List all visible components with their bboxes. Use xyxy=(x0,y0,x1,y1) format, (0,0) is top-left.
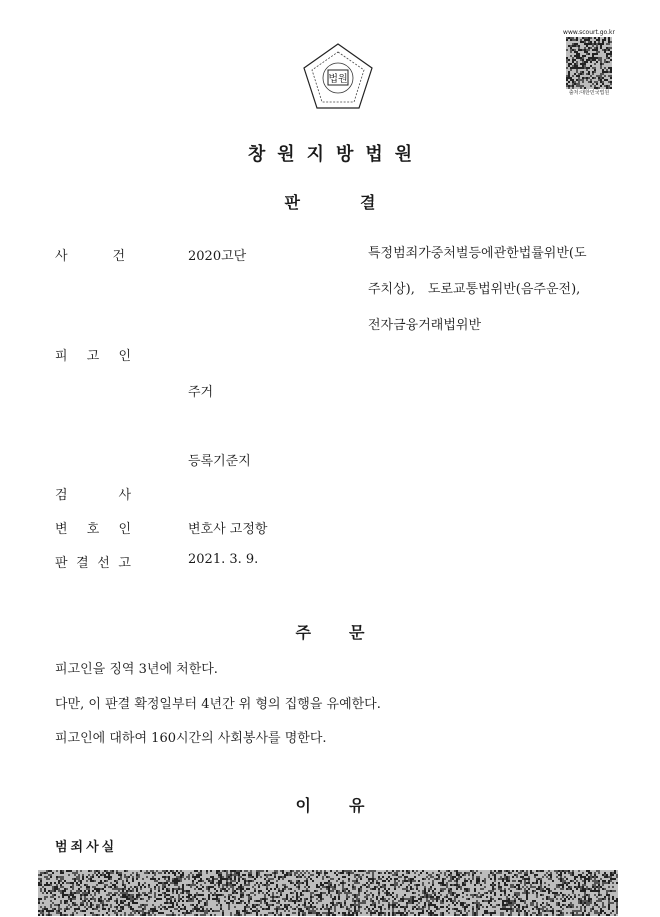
counsel-label xyxy=(55,518,131,537)
defendant-label xyxy=(55,345,131,364)
label-char: 사 xyxy=(118,488,131,503)
counsel-value: 변호사 고정항 xyxy=(188,522,268,537)
document-type-title xyxy=(0,190,660,213)
heading-char: 주 xyxy=(295,623,311,642)
label-char: 고 xyxy=(86,349,100,364)
heading-char: 이 xyxy=(295,796,311,815)
order-line: 피고인을 징역 3년에 처한다. xyxy=(55,662,218,677)
sentence-date-value: 2021. 3. 9. xyxy=(188,552,259,567)
prosecutor-label xyxy=(55,484,131,503)
case-number: 2020고단 xyxy=(188,249,247,264)
seal-text: 법원 xyxy=(328,74,348,85)
court-seal-logo xyxy=(300,40,376,112)
label-char: 피 xyxy=(55,349,68,364)
qr-code-block xyxy=(560,30,618,98)
label-char: 인 xyxy=(118,522,131,537)
charge-line: 전자금융거래법위반 xyxy=(368,318,482,333)
address-label: 주거 xyxy=(188,385,214,400)
qr-url-text: www.scourt.go.kr xyxy=(563,29,615,36)
label-char: 검 xyxy=(55,488,68,503)
charge-line: 주치상), 도로교통법위반(음주운전), xyxy=(368,282,581,297)
qr-code-icon xyxy=(566,37,612,89)
label-char: 건 xyxy=(112,249,125,264)
label-char: 결 xyxy=(76,556,89,571)
charges-list xyxy=(368,236,618,344)
charge-line: 특정범죄가중처벌등에관한법률위반(도 xyxy=(368,246,587,261)
label-char: 변 xyxy=(55,522,68,537)
label-char: 호 xyxy=(86,522,100,537)
registered-domicile-label: 등록기준지 xyxy=(188,454,251,469)
court-name-title: 창원지방법원 xyxy=(247,144,425,165)
label-char: 판 xyxy=(55,556,68,571)
case-label xyxy=(55,245,125,264)
heading-char: 유 xyxy=(349,796,365,815)
crime-facts-heading: 범죄사실 xyxy=(55,840,118,855)
order-heading xyxy=(0,620,660,643)
doc-type-char: 판 xyxy=(284,193,300,212)
sentence-date-label xyxy=(55,552,131,571)
label-char: 선 xyxy=(97,556,110,571)
order-line: 다만, 이 판결 확정일부터 4년간 위 형의 집행을 유예한다. xyxy=(55,697,381,712)
redacted-block xyxy=(38,870,618,916)
reason-heading xyxy=(0,793,660,816)
label-char: 인 xyxy=(118,349,131,364)
doc-type-char: 결 xyxy=(360,193,376,212)
order-line: 피고인에 대하여 160시간의 사회봉사를 명한다. xyxy=(55,731,327,746)
heading-char: 문 xyxy=(349,623,365,642)
qr-caption: 출처:대한민국법원 xyxy=(568,90,610,96)
label-char: 사 xyxy=(55,249,68,264)
label-char: 고 xyxy=(118,556,131,571)
